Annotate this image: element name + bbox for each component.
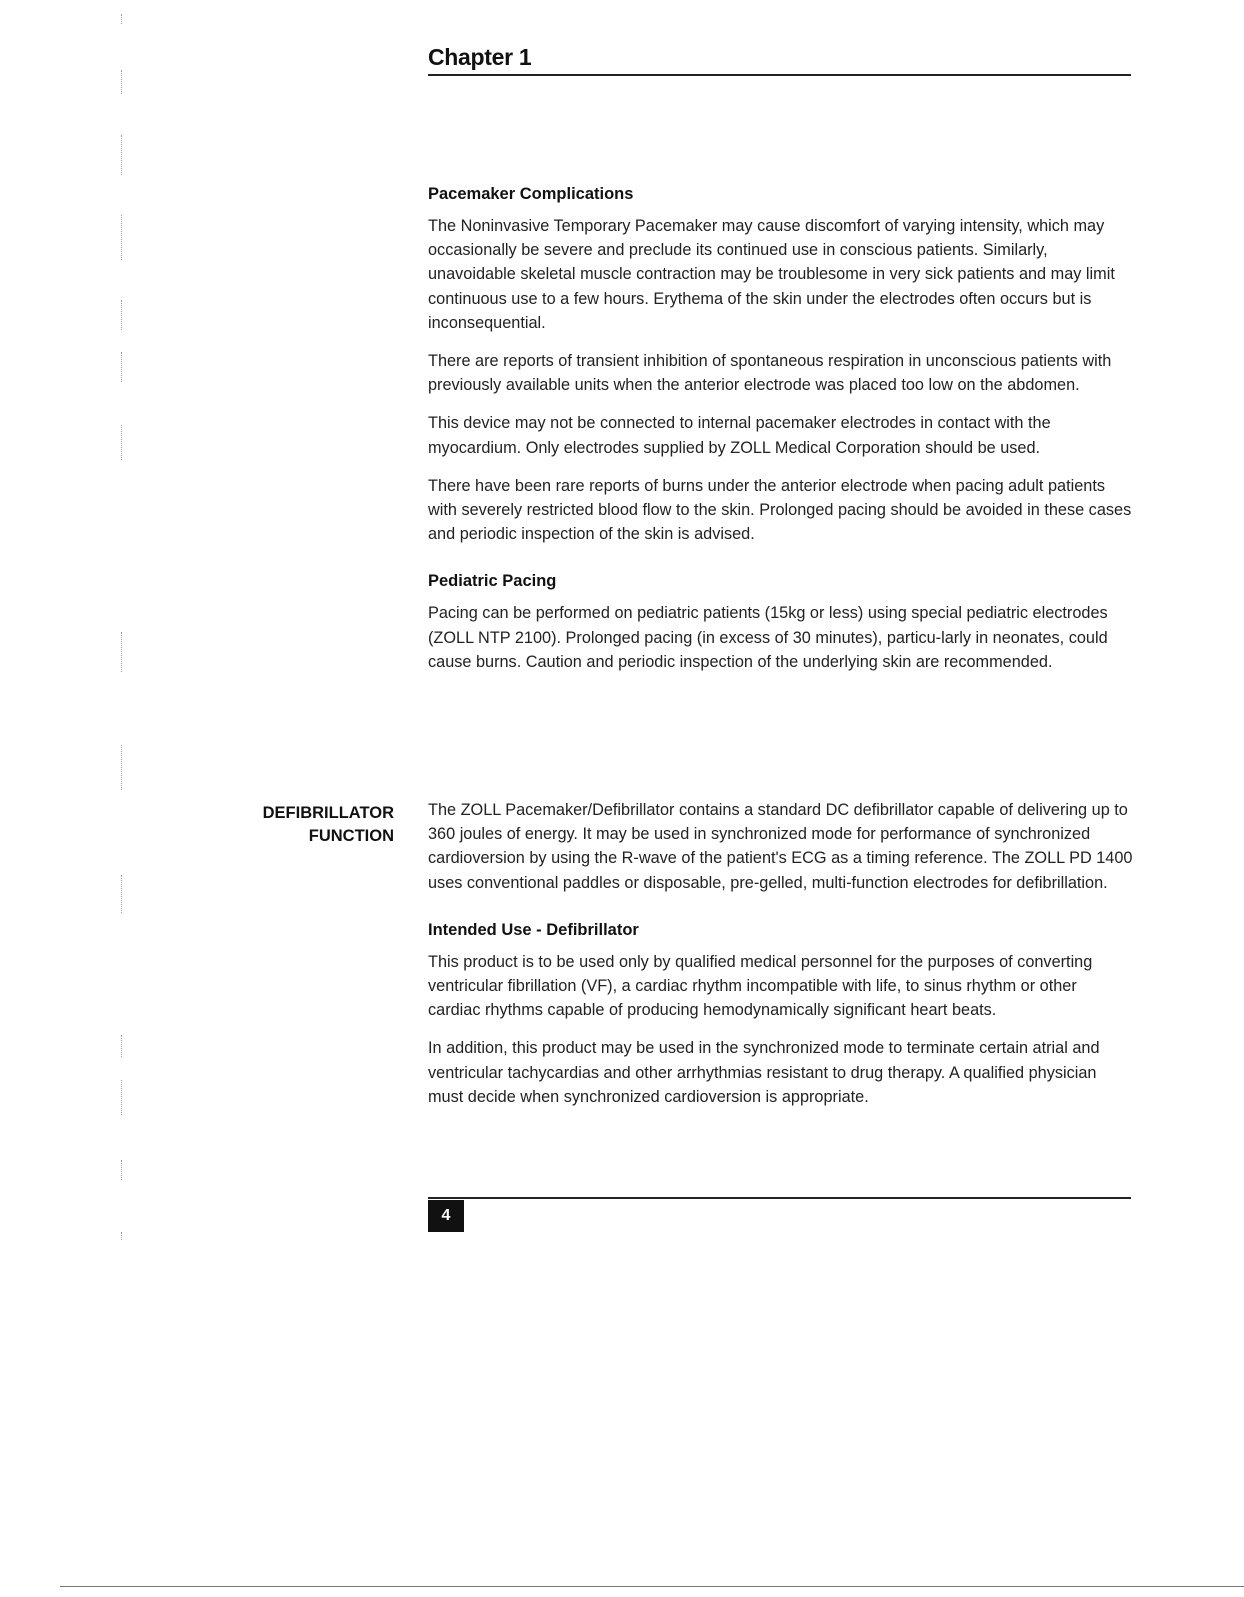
paragraph: There are reports of transient inhibition of spontaneous respiration in unconscious patients with previously available units when the anterior electrode was placed too low on the abdomen. [428, 352, 1112, 395]
scan-bottom-edge [60, 1586, 1244, 1587]
main-content-bottom [428, 798, 1133, 1123]
chapter-title: Chapter 1 [428, 44, 532, 70]
paragraph: There have been rare reports of burns under the anterior electrode when pacing adult patients with severely restricted blood flow to the skin. Prolonged pacing should be avoided in these cases and periodic inspection of the skin is advised. [428, 476, 1132, 544]
page-number: 4 [428, 1200, 464, 1232]
paragraph: This product is to be used only by qualified medical personnel for the purposes of converting ventricular fibrillation (VF), a cardiac rhythm incompatible with life, to sinus rhythm or other cardiac rhythms capable of producing hemodynamically significant heart beats. [428, 952, 1093, 1020]
scan-margin-marks [121, 0, 125, 1270]
side-heading-line: FUNCTION [308, 827, 394, 845]
paragraph: Pacing can be performed on pediatric patients (15kg or less) using special pediatric electrodes (ZOLL NTP 2100). Prolonged pacing (in excess of 30 minutes), particu-larly in neonates, could cause burns. Caution and periodic inspection of the underlying skin are recommended. [428, 604, 1108, 671]
paragraph: In addition, this product may be used in the synchronized mode to terminate certain atrial and ventricular tachycardias and other arrhythmias resistant to drug therapy. A qualified physician must decide when synchronized cardioversion is appropriate. [428, 1039, 1100, 1106]
main-content-top [428, 183, 1133, 688]
side-heading-line: DEFIBRILLATOR [262, 804, 394, 822]
paragraph: This device may not be connected to internal pacemaker electrodes in contact with the myocardium. Only electrodes supplied by ZOLL Medical Corporation should be used. [428, 414, 1051, 457]
paragraph: The ZOLL Pacemaker/Defibrillator contains a standard DC defibrillator capable of delivering up to 360 joules of energy. It may be used in synchronized mode for performance of synchronized cardioversion by using the R-wave of the patient's ECG as a timing reference. The ZOLL PD 1400 uses conventional paddles or disposable, pre-gelled, multi-function electrodes for defibrillation. [428, 801, 1133, 892]
section-heading-intended-use: Intended Use - Defibrillator [428, 920, 639, 939]
header-rule [428, 74, 1131, 76]
section-heading-pediatric-pacing: Pediatric Pacing [428, 572, 557, 591]
side-heading-defibrillator-function [263, 802, 394, 848]
paragraph: The Noninvasive Temporary Pacemaker may cause discomfort of varying intensity, which may occasionally be severe and preclude its continued use in conscious patients. Similarly, unavoidable skeletal muscle contraction may be troublesome in very sick patients and may limit continuous use to a few hours. Erythema of the skin under the electrodes often occurs but is inconsequential. [428, 217, 1115, 332]
chapter-header [428, 44, 1131, 76]
section-heading-pacemaker-complications: Pacemaker Complications [428, 185, 634, 203]
footer-rule [428, 1197, 1131, 1199]
